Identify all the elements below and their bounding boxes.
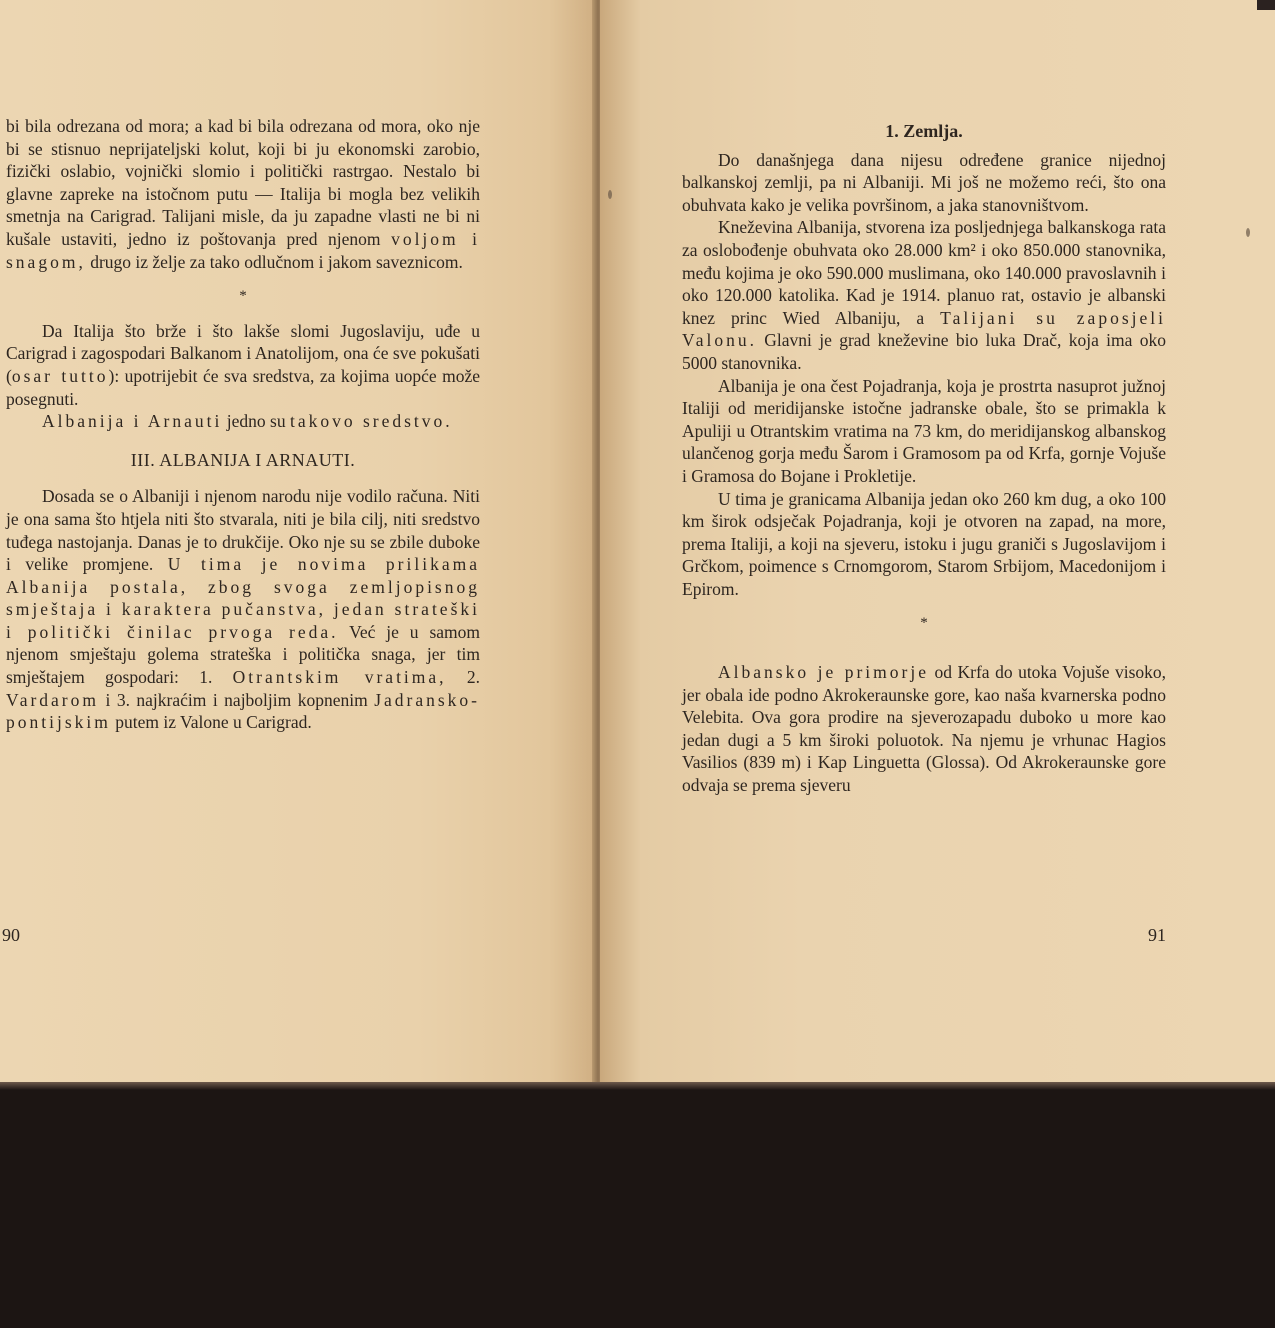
text-run: Dosada se o Albaniji i njenom narodu nije vodilo računa. Niti je ona sama što htjela niti što stvarala, niti je bila cilj, niti sredstvo tuđega nastojanja. Danas je to drukčije. Oko nje su se zbile duboke i velike promjene. [6, 486, 480, 575]
chapter-title: III. ALBANIJA I ARNAUTI. [130, 449, 356, 470]
left-paragraph-4 [6, 485, 480, 734]
spaced-text: voljom i snagom, [6, 228, 481, 272]
left-page-text [6, 115, 480, 734]
spaced-text: takovo sredstvo. [289, 411, 453, 432]
left-paragraph-1 [6, 115, 480, 273]
scanner-background [0, 1082, 1275, 1328]
right-paragraph-4: U tima je granicama Albanija jedan oko 260 km dug, a oko 100 km širok odsječak Pojadranja, koji je otvoren na zapad, na more, prema Italiji, a koji na sjeveru, istoku i jugu graniči s Jugoslavijom i Grčkom, poimence s Crnomgorom, Starom Srbijom, Macedonijom i Epirom. [682, 488, 1166, 599]
text-run: 2. [466, 667, 480, 688]
right-page [600, 0, 1275, 1082]
text-run: jedno su [226, 411, 286, 432]
text-run: bi bila odrezana od mora; a kad bi bila odrezana od mora, oko nje bi se stisnuo neprijateljski kolut, koji bi ju ekonomski zarobio, fizički oslabio, vojnički slomio i politički rastrgao. Nestalo bi glavne zapreke na istočnom putu — Italija bi mogla bez velikih smetnja na Carigrad. Talijani misle, da ju zapadne vlasti ne bi ni kušale ustaviti, jedno iz poštovanja pred njenom [6, 116, 480, 249]
spaced-text: osar tutto [11, 365, 109, 386]
spaced-text: U tima je novima prilikama Albanija postala, zbog svoga zemljopisnog smještaja i karaktera pučanstva, jedan strateški i politički činilac prvoga reda. [6, 554, 480, 642]
spaced-text: Albansko je primorje [718, 662, 929, 683]
scan-corner-mark [1257, 0, 1275, 10]
text-run: i 3. najkraćim i najboljim kopnenim [105, 689, 368, 710]
ink-speck [608, 190, 612, 199]
spacer [682, 647, 1166, 661]
left-paragraph-3 [6, 410, 480, 433]
text-run: Već je u samom njenom smještaju golema strateška i politička snaga, jer tim smještajem gospodari: 1. [6, 621, 480, 688]
text-run: drugo iz želje za tako odlučnom i jakom saveznicom. [90, 251, 463, 272]
text-run: Kneževina Albanija, stvorena iza posljednjega balkanskoga rata za oslobođenje obuhvata oko 28.000 km² i oko 850.000 stanovnika, među kojima je oko 590.000 muslimana, oko 140.000 pravoslavnih i oko 120.000 katolika. Kad je 1914. planuo rat, ostavio je albanski knez princ Wied Albaniju, a [682, 217, 1166, 328]
left-page [0, 0, 596, 1082]
ink-speck [1246, 228, 1250, 237]
section-title: 1. Zemlja. [885, 121, 963, 141]
page-number-right: 91 [1148, 925, 1166, 945]
right-page-text [682, 120, 1166, 797]
text-run: od Krfa do utoka Vojuše visoko, jer obala ide podno Akrokeraunske gore, kao naša kvarnerska podno Velebita. Ova gora prodire na sjeverozapadu duboko u more kao jedan dugi a 5 km široki poluotok. Na njemu je vrhunac Hagios Vasilios (839 m) i Kap Linguetta (Glossa). Od Akrokeraunske gore odvaja se prema sjeveru [682, 662, 1167, 796]
spaced-text: Talijani su zaposjeli Valonu. [682, 307, 1166, 351]
right-paragraph-1: Do današnjega dana nijesu određene granice nijednoj balkanskoj zemlji, pa ni Albaniji. Mi još ne možemo reći, što ona obuhvata kako je velika površinom, a jaka stanovništvom. [682, 149, 1166, 215]
right-paragraph-3: Albanija je ona čest Pojadranja, koja je prostrta nasuprot južnoj Italiji od meridijanske istočne jadranske obale, što se primakla k Apuliji u Otrantskim vratima na 73 km, do meridijanskog albanskog ulančenog gorja među Šarom i Gramosom pa od Krfa, gornje Vojuše i Gramosa do Bojane i Prokletije. [682, 375, 1166, 486]
text-run: Glavni je grad kneževine bio luka Drač, koja ima oko 5000 stanovnika. [682, 330, 1166, 373]
text-run: ): upotrijebit će sva sredstva, za kojima uopće može posegnuti. [6, 365, 480, 409]
section-separator: * [920, 615, 928, 632]
spaced-text: Jadransko-pontijskim [6, 689, 480, 733]
spaced-text: Otrantskim vratima, [232, 667, 447, 688]
left-paragraph-2 [6, 320, 480, 410]
right-paragraph-2 [682, 216, 1166, 374]
page-number-left: 90 [2, 925, 20, 945]
page-edge-shadow [0, 1082, 1275, 1090]
right-paragraph-5 [682, 661, 1166, 797]
section-separator: * [239, 288, 247, 305]
text-run: putem iz Valone u Carigrad. [115, 712, 312, 733]
spaced-text: Albanija i Arnauti [42, 411, 223, 432]
spaced-text: Vardarom [6, 689, 100, 710]
text-run: Da Italija što brže i što lakše slomi Jugoslaviju, uđe u Carigrad i zagospodari Balkanom i Anatolijom, ona će sve pokušati ( [6, 320, 480, 386]
